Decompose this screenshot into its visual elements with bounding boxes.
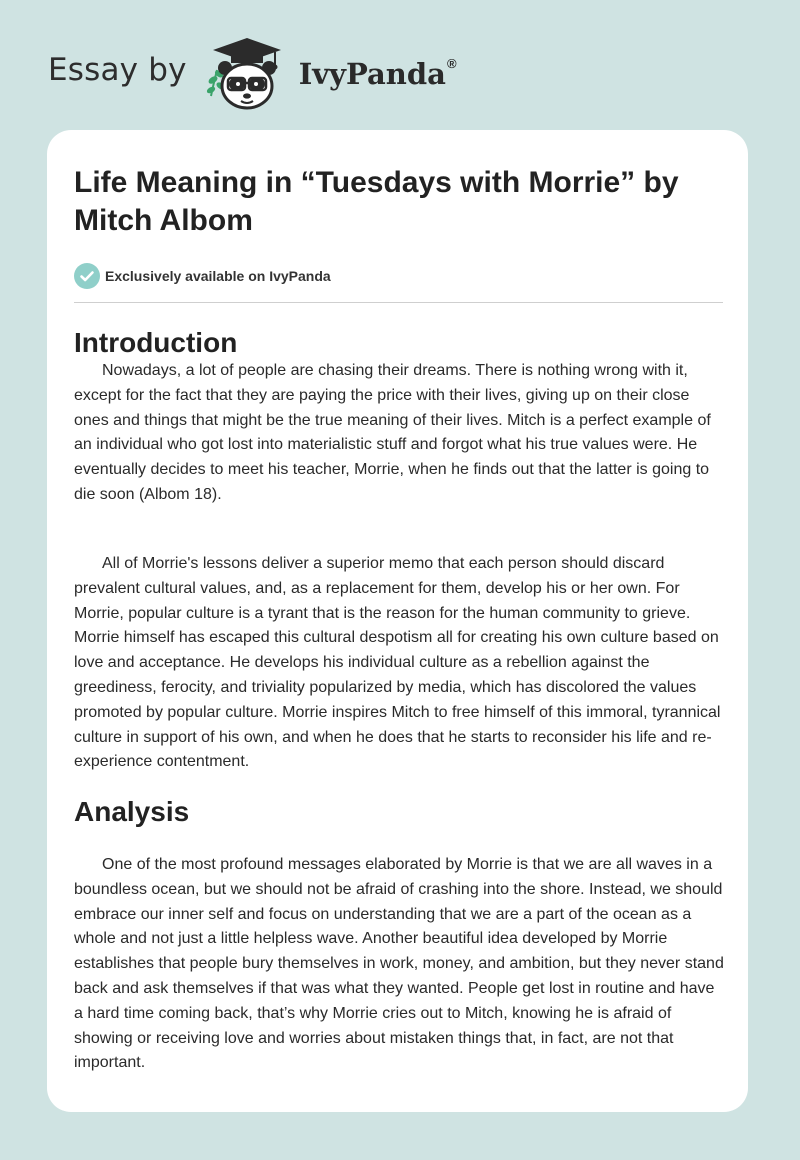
panda-logo-icon[interactable] [201, 34, 293, 114]
site-header [48, 34, 457, 114]
paragraph: All of Morrie's lessons deliver a superior memo that each person should discard prevalent cultural values, and, as a replacement for them, develop his or her own. For Morrie, popular culture is a tyrant that is the reason for the human community to grieve. Morrie himself has escaped this cultural despotism all for creating his own culture based on love and acceptance. He develops his individual culture as a rebellion against the greediness, ferocity, and triviality popularized by media, which has discolored the values promoted by popular culture. Morrie inspires Mitch to free himself of this immoral, tyrannical culture in support of his own, and when he does that he starts to reconsider his life and re-experience contentment. [74, 555, 721, 771]
exclusive-badge [74, 263, 331, 289]
paragraph: One of the most profound messages elaborated by Morrie is that we are all waves in a boundless ocean, but we should not be afraid of crashing into the shore. Instead, we should embrace our inner self and focus on understanding that we are a part of the ocean as a whole and not just a little helpless wave. Another beautiful idea developed by Morrie establishes that people bury themselves in work, money, and ambition, but they never stand back and ask themselves if that was what they wanted. People get lost in routine and have a hard time coming back, that’s why Morrie cries out to Mitch, knowing he is afraid of showing or receiving love and worries about mistaken things that, in fact, are not that important. [74, 856, 724, 1072]
paragraph: Nowadays, a lot of people are chasing their dreams. There is nothing wrong with it, except for the fact that they are paying the price with their lives, giving up on their close ones and things that might be the true meaning of their lives. Mitch is a perfect example of an individual who got lost into materialistic stuff and forgot what his true values were. He eventually decides to meet his teacher, Morrie, when he finds out that the latter is going to die soon (Albom 18). [74, 362, 711, 503]
section-heading-analysis: Analysis [74, 796, 190, 827]
essay-by-label: Essay by [48, 52, 187, 88]
exclusive-badge-text: Exclusively available on IvyPanda [105, 268, 331, 284]
check-circle-icon [74, 263, 100, 289]
brand-name[interactable] [299, 56, 457, 91]
essay-title: Life Meaning in “Tuesdays with Morrie” by Mitch Albom [74, 166, 679, 237]
brand-text: IvyPanda [298, 56, 446, 91]
registered-mark: ® [446, 55, 457, 71]
title-divider [74, 302, 723, 303]
essay-card [47, 130, 748, 1112]
section-heading-introduction: Introduction [74, 327, 238, 358]
